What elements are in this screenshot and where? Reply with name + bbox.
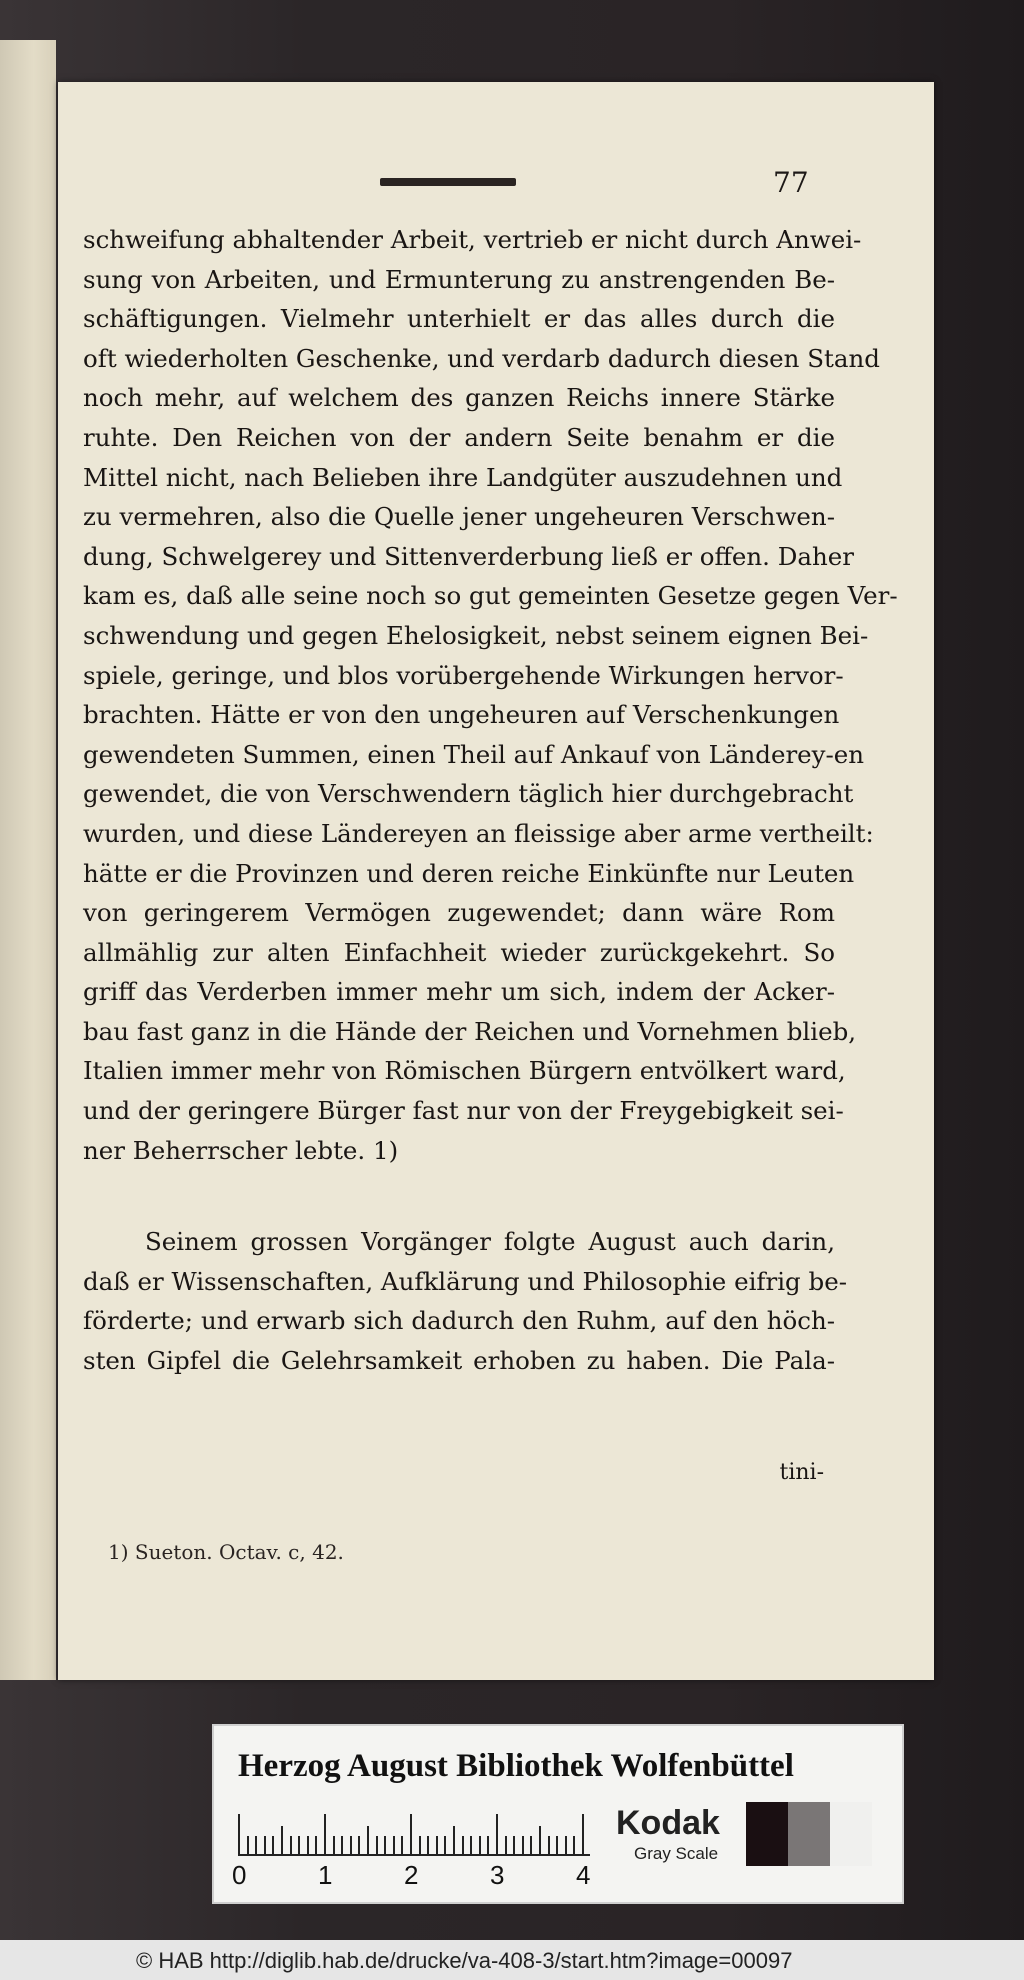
text-line: ner Beherrscher lebte. 1)	[83, 1135, 399, 1165]
ruler-tick	[556, 1836, 558, 1854]
ruler-number-0: 0	[232, 1860, 247, 1890]
ruler-tick	[324, 1814, 326, 1854]
text-line: gewendeten Summen, einen Theil auf Ankauf von Länderey-en	[83, 739, 865, 769]
ruler-tick	[427, 1836, 429, 1854]
text-line: kam es, daß alle seine noch so gut gemeinten Gesetze gegen Ver-	[83, 581, 898, 611]
ruler-tick	[367, 1826, 369, 1854]
ruler-tick	[238, 1814, 240, 1854]
library-name: Herzog August Bibliothek Wolfenbüttel	[238, 1748, 794, 1784]
text-line: noch mehr, auf welchem des ganzen Reichs innere Stärke	[83, 383, 835, 413]
ruler-tick	[462, 1836, 464, 1854]
ruler-number-1: 1	[318, 1860, 333, 1890]
ruler-tick	[272, 1836, 274, 1854]
gray-swatch-light	[830, 1802, 872, 1866]
ruler-tick	[496, 1814, 498, 1854]
scale-ruler	[238, 1814, 590, 1856]
text-line: sung von Arbeiten, und Ermunterung zu anstrengenden Be-	[83, 264, 835, 294]
ruler-tick	[247, 1836, 249, 1854]
ruler-tick	[255, 1836, 257, 1854]
previous-page-edge	[0, 40, 56, 1680]
ruler-tick	[333, 1836, 335, 1854]
text-line: allmählig zur alten Einfachheit wieder zurückgekehrt. So	[83, 937, 835, 967]
text-line: bau fast ganz in die Hände der Reichen und Vornehmen blieb,	[83, 1016, 857, 1046]
text-line: wurden, und diese Ländereyen an fleissige aber arme vertheilt:	[83, 818, 874, 848]
gray-scale-label: Gray Scale	[634, 1844, 719, 1863]
text-line: schäftigungen. Vielmehr unterhielt er das alles durch die	[83, 304, 835, 334]
ruler-tick	[290, 1836, 292, 1854]
ruler-tick	[401, 1836, 403, 1854]
text-line: oft wiederholten Geschenke, und verdarb dadurch diesen Stand	[83, 343, 880, 373]
text-line: gewendet, die von Verschwendern täglich hier durchgebracht	[83, 779, 854, 809]
catchword: tini-	[779, 1460, 824, 1485]
ruler-tick	[341, 1836, 343, 1854]
ruler-tick	[264, 1836, 266, 1854]
paragraph-1	[83, 220, 898, 1170]
text-line: Seinem grossen Vorgänger folgte August auch darin,	[145, 1227, 835, 1256]
page-number: 77	[773, 166, 809, 199]
ruler-tick	[384, 1836, 386, 1854]
text-line: griff das Verderben immer mehr um sich, indem der Acker-	[83, 977, 835, 1007]
ruler-tick	[298, 1836, 300, 1854]
text-line: Italien immer mehr von Römischen Bürgern entvölkert ward,	[83, 1056, 846, 1086]
ruler-tick	[419, 1836, 421, 1854]
ruler-tick	[487, 1836, 489, 1854]
text-line: dung, Schwelgerey und Sittenverderbung ließ er offen. Daher	[83, 541, 854, 571]
text-line: Mittel nicht, nach Belieben ihre Landgüter auszudehnen und	[83, 462, 843, 492]
ruler-tick	[530, 1836, 532, 1854]
ruler-tick	[505, 1836, 507, 1854]
ruler-tick	[315, 1836, 317, 1854]
ruler-tick	[565, 1836, 567, 1854]
color-calibration-card	[212, 1724, 904, 1904]
text-line: schwendung und gegen Ehelosigkeit, nebst seinem eignen Bei-	[83, 620, 869, 650]
gray-swatch-dark	[746, 1802, 788, 1866]
ruler-tick	[453, 1826, 455, 1854]
ruler-tick	[410, 1814, 412, 1854]
text-line: sten Gipfel die Gelehrsamkeit erhoben zu haben. Die Pala-	[83, 1345, 835, 1375]
ruler-tick	[470, 1836, 472, 1854]
kodak-logo: Kodak	[616, 1804, 720, 1842]
text-line: zu vermehren, also die Quelle jener ungeheuren Verschwen-	[83, 502, 835, 532]
ruler-tick	[350, 1836, 352, 1854]
paragraph-2	[83, 1222, 847, 1380]
source-url: © HAB http://diglib.hab.de/drucke/va-408-3/start.htm?image=00097	[136, 1948, 793, 1973]
text-line: förderte; und erwarb sich dadurch den Ruhm, auf den höch-	[83, 1306, 835, 1336]
ruler-number-4: 4	[576, 1860, 591, 1890]
ruler-tick	[582, 1814, 584, 1854]
text-line: ruhte. Den Reichen von der andern Seite benahm er die	[83, 422, 835, 452]
ruler-tick	[522, 1836, 524, 1854]
gray-swatch-mid	[788, 1802, 830, 1866]
ruler-tick	[281, 1826, 283, 1854]
source-url-bar	[0, 1940, 1024, 1980]
text-line: daß er Wissenschaften, Aufklärung und Philosophie eifrig be-	[83, 1266, 847, 1296]
ruler-tick	[548, 1836, 550, 1854]
book-page	[58, 82, 934, 1680]
ruler-tick	[479, 1836, 481, 1854]
text-line: von geringerem Vermögen zugewendet; dann wäre Rom	[83, 898, 835, 928]
text-line: schweifung abhaltender Arbeit, vertrieb er nicht durch Anwei-	[83, 225, 862, 254]
ruler-tick	[573, 1836, 575, 1854]
ruler-number-3: 3	[490, 1860, 505, 1890]
ruler-tick	[307, 1836, 309, 1854]
ruler-tick	[393, 1836, 395, 1854]
ruler-tick	[436, 1836, 438, 1854]
text-line: spiele, geringe, und blos vorübergehende Wirkungen hervor-	[83, 660, 844, 690]
ruler-number-2: 2	[404, 1860, 419, 1890]
footnote: 1) Sueton. Octav. c, 42.	[108, 1540, 344, 1564]
ruler-tick	[376, 1836, 378, 1854]
header-ornament-rule	[380, 178, 516, 186]
text-line: hätte er die Provinzen und deren reiche Einkünfte nur Leuten	[83, 858, 855, 888]
ruler-tick	[358, 1836, 360, 1854]
ruler-tick	[539, 1826, 541, 1854]
text-line: brachten. Hätte er von den ungeheuren auf Verschenkungen	[83, 700, 840, 730]
ruler-tick	[444, 1836, 446, 1854]
text-line: und der geringere Bürger fast nur von der Freygebigkeit sei-	[83, 1096, 844, 1126]
ruler-tick	[513, 1836, 515, 1854]
